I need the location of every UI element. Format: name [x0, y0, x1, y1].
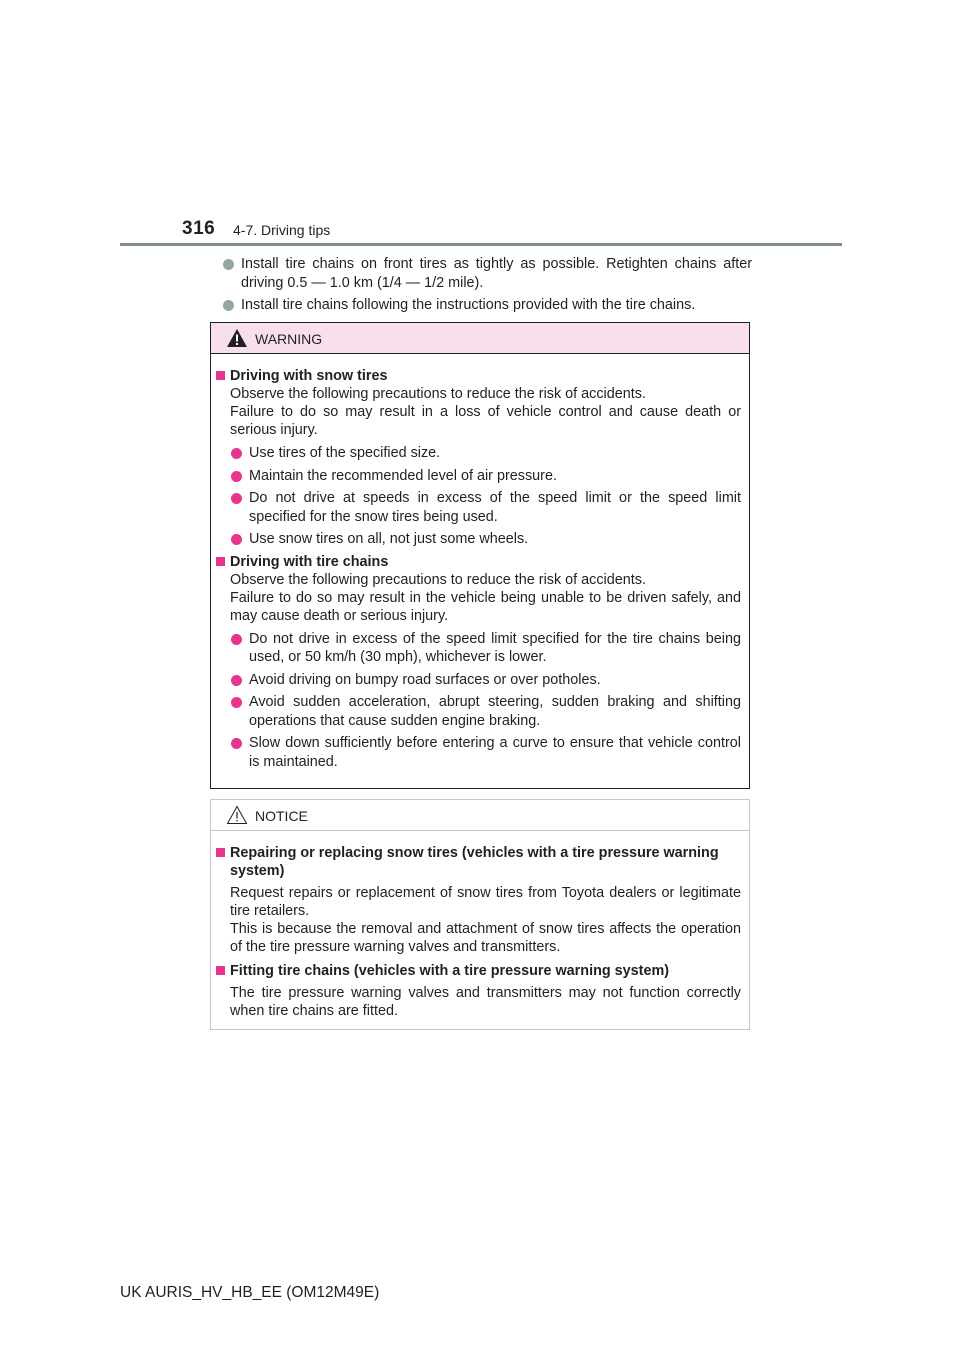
list-item	[230, 444, 741, 463]
notice-title: NOTICE	[255, 808, 308, 824]
list-item-text: Slow down sufficiently before entering a curve to ensure that vehicle control is maintained.	[249, 735, 741, 770]
notice-body	[211, 831, 749, 1020]
section-title: 4-7. Driving tips	[233, 222, 331, 238]
notice-section	[215, 962, 741, 1020]
list-item-text: Use snow tires on all, not just some wheels.	[249, 531, 529, 547]
list-item-text: Avoid sudden acceleration, abrupt steering, sudden braking and shifting operations that cause sudden engine braking.	[249, 694, 741, 729]
page-number: 316	[182, 218, 216, 239]
list-item	[230, 734, 741, 771]
section-heading: Driving with snow tires	[230, 368, 388, 384]
bullet-icon	[231, 471, 242, 482]
bullet-icon	[231, 493, 242, 504]
precaution-list	[230, 630, 741, 772]
warning-body	[211, 354, 749, 771]
square-bullet-icon	[216, 966, 225, 975]
section-description: Observe the following precautions to reduce the risk of accidents. Failure to do so may result in the vehicle being unable to be driven safely, and may cause death or serious injury.	[230, 571, 741, 624]
list-item	[222, 255, 752, 292]
list-item	[230, 530, 741, 549]
list-item-text: Do not drive in excess of the speed limit specified for the tire chains being used, or 50 km/h (30 mph), whichever is lower.	[249, 630, 741, 665]
notice-triangle-icon	[226, 805, 248, 825]
bullet-icon	[223, 300, 234, 311]
intro-list	[222, 255, 752, 319]
warning-header	[211, 323, 749, 354]
list-item	[230, 671, 741, 690]
list-item	[230, 467, 741, 486]
warning-box	[210, 322, 750, 789]
list-item	[230, 630, 741, 667]
square-bullet-icon	[216, 848, 225, 857]
list-item-text: Maintain the recommended level of air pressure.	[249, 467, 557, 484]
bullet-icon	[223, 259, 234, 270]
bullet-icon	[231, 448, 242, 459]
notice-header	[211, 800, 749, 831]
bullet-icon	[231, 634, 242, 645]
bullet-icon	[231, 534, 242, 545]
square-bullet-icon	[216, 557, 225, 566]
bullet-icon	[231, 675, 242, 686]
list-item	[230, 489, 741, 526]
notice-section	[215, 844, 741, 956]
list-item-text: Install tire chains on front tires as tightly as possible. Retighten chains after driving 0.5 — 1.0 km (1/4 — 1/2 mile).	[241, 256, 752, 291]
header-rule	[120, 243, 842, 246]
section-heading: Fitting tire chains (vehicles with a tire pressure warning system)	[230, 963, 670, 979]
warning-section	[215, 367, 741, 549]
list-item	[222, 296, 752, 315]
list-item-text: Do not drive at speeds in excess of the speed limit or the speed limit specified for the snow tires being used.	[249, 490, 741, 525]
section-heading: Repairing or replacing snow tires (vehicles with a tire pressure warning system)	[230, 845, 719, 879]
warning-triangle-icon	[226, 328, 248, 348]
section-description: The tire pressure warning valves and transmitters may not function correctly when tire chains are fitted.	[230, 985, 741, 1019]
notice-box	[210, 799, 750, 1030]
square-bullet-icon	[216, 371, 225, 380]
bullet-icon	[231, 697, 242, 708]
list-item-text: Use tires of the specified size.	[249, 445, 441, 461]
document-code: UK AURIS_HV_HB_EE (OM12M49E)	[120, 1284, 380, 1301]
precaution-list	[230, 444, 741, 549]
list-item	[230, 693, 741, 730]
list-item-text: Install tire chains following the instructions provided with the tire chains.	[241, 297, 696, 313]
section-description: Request repairs or replacement of snow tires from Toyota dealers or legitimate tire retailers. This is because the removal and attachment of snow tires affects the operation of the tire pressure warning valves and transmitters.	[230, 885, 741, 955]
list-item-text: Avoid driving on bumpy road surfaces or over potholes.	[249, 671, 601, 688]
section-description: Observe the following precautions to reduce the risk of accidents. Failure to do so may result in a loss of vehicle control and cause death or serious injury.	[230, 386, 741, 438]
bullet-icon	[231, 738, 242, 749]
warning-section	[215, 553, 741, 772]
section-heading: Driving with tire chains	[230, 553, 389, 570]
warning-title: WARNING	[255, 331, 323, 347]
